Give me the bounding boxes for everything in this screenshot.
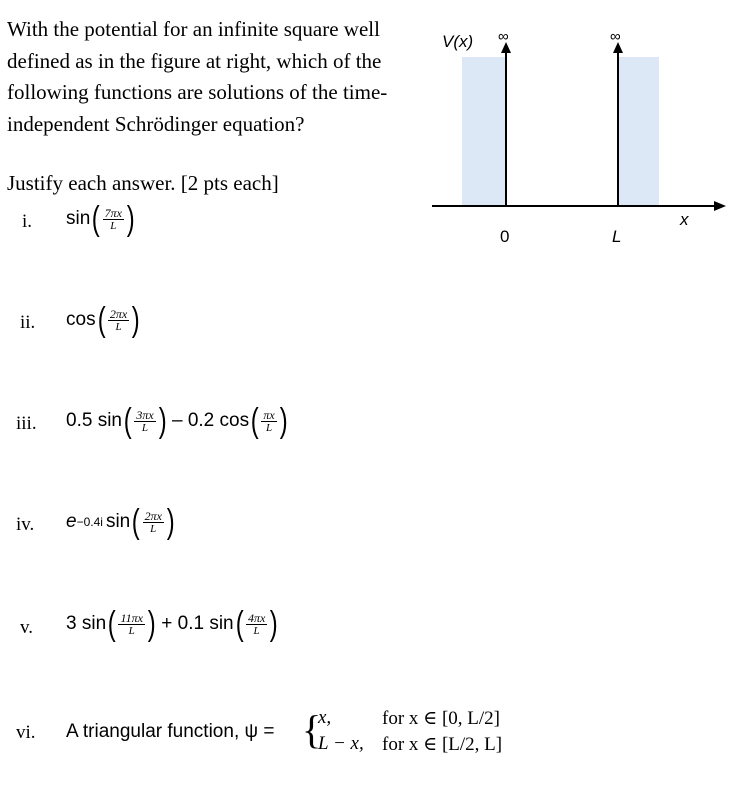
exponential-base: e bbox=[66, 511, 77, 532]
term: 3 sin bbox=[66, 613, 107, 634]
tick-L-label: L bbox=[612, 227, 622, 246]
denominator: L bbox=[150, 522, 157, 535]
item-label: i. bbox=[22, 211, 33, 232]
numerator: πx bbox=[263, 407, 275, 422]
case-1-condition: for x ∈ [0, L/2] bbox=[382, 708, 501, 729]
right-wall-fill bbox=[618, 57, 659, 206]
exponent: −0.4i bbox=[76, 515, 103, 529]
fraction bbox=[143, 510, 164, 535]
question-text bbox=[7, 14, 427, 140]
fraction bbox=[246, 612, 267, 637]
item-label: vi. bbox=[16, 722, 36, 743]
piecewise-brace: { bbox=[302, 707, 322, 752]
denominator: L bbox=[141, 421, 149, 434]
numerator: 2πx bbox=[109, 306, 128, 321]
term: 0.5 sin bbox=[66, 410, 122, 431]
function-name: sin bbox=[105, 511, 131, 532]
potential-label: V(x) bbox=[442, 32, 474, 51]
item-label: iii. bbox=[16, 413, 37, 434]
expression: cos ( $\frac{2\pi x}{L}$ ) bbox=[66, 301, 140, 339]
question-line: With the potential for an infinite square well bbox=[7, 17, 380, 41]
denominator: L bbox=[253, 624, 260, 637]
term: – 0.2 cos bbox=[171, 410, 250, 431]
square-well-figure bbox=[430, 20, 730, 250]
case-2-expression: L − x, bbox=[318, 733, 364, 754]
denominator: L bbox=[266, 421, 273, 434]
fraction bbox=[134, 409, 155, 434]
numerator: 11πx bbox=[120, 610, 143, 625]
question-line: defined as in the figure at right, which of the bbox=[7, 48, 382, 73]
x-axis-arrow bbox=[714, 201, 726, 211]
infinity-right: ∞ bbox=[610, 28, 621, 45]
fraction bbox=[103, 207, 124, 232]
case-1-expression: x, bbox=[318, 707, 332, 728]
denominator: L bbox=[115, 320, 122, 333]
fraction bbox=[261, 409, 276, 434]
numerator: 3πx bbox=[136, 407, 154, 422]
numerator: 4πx bbox=[247, 610, 266, 625]
denominator: L bbox=[110, 219, 117, 232]
expression: 0.5 sin ( $\frac{3\pi x}{L}$ ) – 0.2 cos ( $\frac{\pi x}{L}$ ) bbox=[66, 402, 288, 440]
numerator: 7πx bbox=[104, 205, 122, 220]
fraction bbox=[118, 612, 144, 637]
instruction-text: Justify each answer. [2 pts each] bbox=[7, 171, 279, 195]
item-label: ii. bbox=[20, 312, 36, 333]
function-name: cos bbox=[66, 309, 96, 330]
item-label: v. bbox=[20, 617, 34, 638]
numerator: 2πx bbox=[144, 508, 162, 523]
denominator: L bbox=[128, 624, 135, 637]
expression: e −0.4i sin ( $\frac{2\pi x}{L}$ ) bbox=[66, 503, 175, 541]
infinity-left: ∞ bbox=[498, 28, 509, 45]
expression: sin ( $\frac{7\pi x}{L}$ ) bbox=[66, 200, 135, 238]
case-2-condition: for x ∈ [L/2, L] bbox=[382, 734, 503, 755]
x-axis-label: x bbox=[680, 210, 689, 229]
triangular-function-text: A triangular function, ψ = bbox=[66, 721, 275, 742]
fraction bbox=[108, 308, 129, 333]
function-name: sin bbox=[66, 208, 91, 229]
tick-zero-label: 0 bbox=[500, 227, 510, 246]
left-wall-fill bbox=[462, 57, 506, 206]
question-line: independent Schrödinger equation? bbox=[7, 111, 305, 136]
item-label: iv. bbox=[16, 514, 35, 535]
question-line: following functions are solutions of the time- bbox=[7, 80, 388, 104]
expression: 3 sin ( $\frac{11\pi x}{L}$ ) + 0.1 sin ( $\frac{4\pi x}{L}$ ) bbox=[66, 605, 278, 643]
term: + 0.1 sin bbox=[161, 613, 234, 634]
